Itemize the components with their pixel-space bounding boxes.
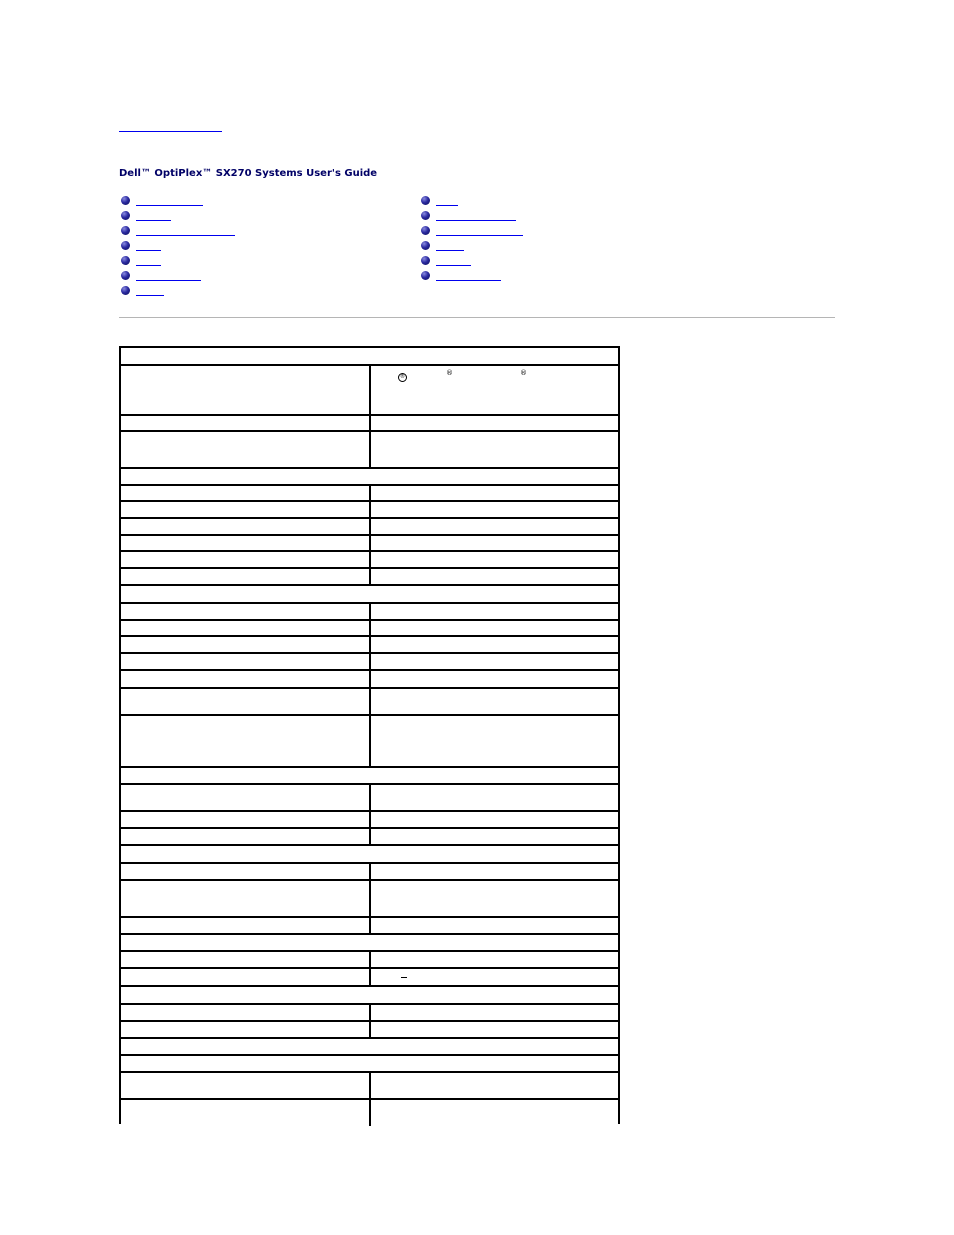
table-row — [121, 785, 618, 812]
bullet-icon — [121, 271, 130, 280]
table-section-header — [121, 935, 618, 952]
nav-link[interactable] — [136, 220, 171, 221]
bullet-icon — [121, 241, 130, 250]
bullet-icon — [121, 286, 130, 295]
nav-link[interactable] — [136, 280, 201, 281]
nav-link[interactable] — [436, 280, 501, 281]
back-to-contents-link[interactable] — [119, 131, 222, 132]
nav-link[interactable] — [136, 250, 161, 251]
registered-mark: ® — [446, 369, 453, 377]
table-row — [121, 918, 618, 935]
table-section-header — [121, 768, 618, 785]
table-row — [121, 829, 618, 846]
bullet-icon — [121, 196, 130, 205]
table-row — [121, 716, 618, 768]
table-row — [121, 1022, 618, 1039]
table-row — [121, 519, 618, 536]
table-row — [121, 502, 618, 519]
table-row — [121, 952, 618, 969]
table-section-header — [121, 469, 618, 486]
nav-link[interactable] — [436, 265, 471, 266]
table-section-header — [121, 1056, 618, 1073]
bullet-icon — [421, 226, 430, 235]
nav-link[interactable] — [436, 235, 523, 236]
nav-link[interactable] — [436, 250, 464, 251]
underscore-mark — [401, 977, 407, 978]
bullet-icon — [421, 256, 430, 265]
nav-link[interactable] — [136, 295, 164, 296]
bullet-icon — [421, 196, 430, 205]
table-row — [121, 881, 618, 918]
table-section-header — [121, 586, 618, 604]
table-row — [121, 1005, 618, 1022]
table-section-header — [121, 846, 618, 864]
table-row — [121, 486, 618, 502]
bullet-icon — [421, 241, 430, 250]
table-row — [121, 637, 618, 654]
table-section-header — [121, 1039, 618, 1056]
table-row — [121, 552, 618, 569]
bullet-icon — [121, 256, 130, 265]
table-row — [121, 689, 618, 716]
table-row — [121, 812, 618, 829]
table-row — [121, 621, 618, 637]
registered-mark: ® — [400, 374, 405, 380]
table-row — [121, 1073, 618, 1100]
nav-link[interactable] — [436, 205, 458, 206]
bullet-icon — [421, 211, 430, 220]
bullet-icon — [421, 271, 430, 280]
table-row — [121, 569, 618, 586]
table-row — [121, 432, 618, 469]
table-row — [121, 536, 618, 552]
table-row — [121, 969, 618, 987]
table-row — [121, 604, 618, 621]
table-row — [121, 864, 618, 881]
table-section-header — [121, 348, 618, 366]
bullet-icon — [121, 211, 130, 220]
table-section-header — [121, 987, 618, 1005]
horizontal-divider — [119, 317, 835, 318]
nav-link[interactable] — [436, 220, 516, 221]
table-row — [121, 366, 618, 416]
nav-link[interactable] — [136, 235, 235, 236]
nav-link[interactable] — [136, 265, 161, 266]
table-row — [121, 671, 618, 689]
page-title: Dell™ OptiPlex™ SX270 Systems User's Guide — [119, 168, 378, 179]
registered-mark: ® — [520, 369, 527, 377]
table-row — [121, 416, 618, 432]
table-row — [121, 654, 618, 671]
bullet-icon — [121, 226, 130, 235]
table-row — [121, 1100, 618, 1126]
nav-link[interactable] — [136, 205, 203, 206]
specifications-table — [119, 346, 620, 1124]
